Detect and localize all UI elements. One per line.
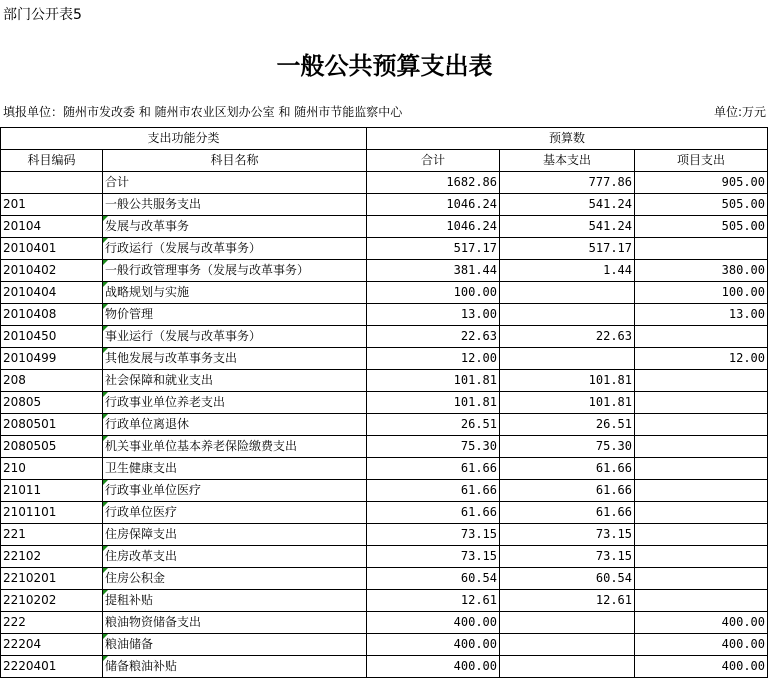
- cell-comment-marker-icon: [103, 326, 108, 331]
- row-code: 208: [1, 370, 103, 392]
- table-row: [1, 238, 768, 260]
- row-code: 2220401: [1, 656, 103, 678]
- row-basic: [500, 282, 635, 304]
- row-code: 2101101: [1, 502, 103, 524]
- row-total: 381.44: [367, 260, 500, 282]
- table-row: [1, 656, 768, 678]
- table-row: [1, 612, 768, 634]
- row-name: 事业运行（发展与改革事务）: [105, 329, 262, 343]
- cell-comment-marker-icon: [103, 502, 108, 507]
- row-basic: 61.66: [500, 480, 635, 502]
- table-row: [1, 634, 768, 656]
- row-name-cell: [103, 414, 367, 436]
- row-code: 201: [1, 194, 103, 216]
- row-code: 210: [1, 458, 103, 480]
- row-basic: 60.54: [500, 568, 635, 590]
- row-basic: 73.15: [500, 546, 635, 568]
- table-row: [1, 436, 768, 458]
- row-name: 社会保障和就业支出: [105, 373, 214, 387]
- table-row: [1, 590, 768, 612]
- filing-unit: 填报单位：随州市发改委 和 随州市农业区划办公室 和 随州市节能监察中心: [3, 105, 403, 119]
- row-code: 21011: [1, 480, 103, 502]
- cell-comment-marker-icon: [103, 634, 108, 639]
- page-title: 一般公共预算支出表: [276, 51, 493, 80]
- row-total: 101.81: [367, 370, 500, 392]
- row-project: 505.00: [635, 216, 768, 238]
- row-project: [635, 590, 768, 612]
- row-total: 400.00: [367, 634, 500, 656]
- row-project: [635, 502, 768, 524]
- row-project: 13.00: [635, 304, 768, 326]
- row-name-cell: [103, 216, 367, 238]
- row-total: 60.54: [367, 568, 500, 590]
- row-code: 221: [1, 524, 103, 546]
- row-basic: 73.15: [500, 524, 635, 546]
- row-project: [635, 480, 768, 502]
- row-name-cell: [103, 436, 367, 458]
- row-name-cell: [103, 172, 367, 194]
- row-total: 517.17: [367, 238, 500, 260]
- table-row: [1, 568, 768, 590]
- header-basic: 基本支出: [500, 150, 635, 172]
- row-total: 12.61: [367, 590, 500, 612]
- row-code: 20104: [1, 216, 103, 238]
- row-total: 101.81: [367, 392, 500, 414]
- row-project: 905.00: [635, 172, 768, 194]
- table-row: [1, 524, 768, 546]
- row-total: 1046.24: [367, 216, 500, 238]
- row-code: 2010402: [1, 260, 103, 282]
- cell-comment-marker-icon: [103, 260, 108, 265]
- row-name: 合计: [105, 175, 130, 189]
- row-project: 100.00: [635, 282, 768, 304]
- row-name: 卫生健康支出: [105, 461, 178, 475]
- row-name: 行政事业单位医疗: [105, 483, 202, 497]
- row-basic: [500, 656, 635, 678]
- row-code: 2210201: [1, 568, 103, 590]
- row-basic: 101.81: [500, 392, 635, 414]
- row-basic: [500, 612, 635, 634]
- row-name-cell: [103, 260, 367, 282]
- row-basic: 61.66: [500, 458, 635, 480]
- row-name-cell: [103, 282, 367, 304]
- row-code: 20805: [1, 392, 103, 414]
- row-name: 一般行政管理事务（发展与改革事务）: [105, 263, 310, 277]
- row-total: 13.00: [367, 304, 500, 326]
- table-row: [1, 370, 768, 392]
- row-code: 2010450: [1, 326, 103, 348]
- cell-comment-marker-icon: [103, 392, 108, 397]
- row-name: 机关事业单位基本养老保险缴费支出: [105, 439, 298, 453]
- row-project: [635, 326, 768, 348]
- cell-comment-marker-icon: [103, 216, 108, 221]
- row-name-cell: [103, 480, 367, 502]
- row-total: 26.51: [367, 414, 500, 436]
- row-name: 粮油储备: [105, 637, 154, 651]
- row-total: 73.15: [367, 546, 500, 568]
- table-row: [1, 502, 768, 524]
- budget-table: [0, 127, 768, 678]
- header-budget: 预算数: [367, 128, 768, 150]
- row-total: 61.66: [367, 458, 500, 480]
- row-name-cell: [103, 568, 367, 590]
- row-code: [1, 172, 103, 194]
- row-project: [635, 458, 768, 480]
- row-name: 行政单位医疗: [105, 505, 178, 519]
- row-basic: 101.81: [500, 370, 635, 392]
- row-project: [635, 436, 768, 458]
- table-row: [1, 326, 768, 348]
- table-row: [1, 216, 768, 238]
- row-basic: 12.61: [500, 590, 635, 612]
- cell-comment-marker-icon: [103, 590, 108, 595]
- header-row-1: [1, 128, 768, 150]
- table-row: [1, 546, 768, 568]
- row-name-cell: [103, 524, 367, 546]
- header-code: 科目编码: [1, 150, 103, 172]
- sheet-label: 部门公开表5: [3, 7, 82, 23]
- row-name: 住房改革支出: [105, 549, 178, 563]
- row-name: 住房公积金: [105, 571, 166, 585]
- row-project: [635, 414, 768, 436]
- row-name-cell: [103, 326, 367, 348]
- table-row: [1, 414, 768, 436]
- row-project: 12.00: [635, 348, 768, 370]
- cell-comment-marker-icon: [103, 414, 108, 419]
- row-total: 73.15: [367, 524, 500, 546]
- header-project: 项目支出: [635, 150, 768, 172]
- table-row: [1, 480, 768, 502]
- row-code: 22204: [1, 634, 103, 656]
- row-project: 400.00: [635, 612, 768, 634]
- header-function-class: 支出功能分类: [1, 128, 367, 150]
- row-basic: 61.66: [500, 502, 635, 524]
- row-name: 行政单位离退休: [105, 417, 190, 431]
- row-basic: 541.24: [500, 216, 635, 238]
- table-row: [1, 172, 768, 194]
- table-row: [1, 348, 768, 370]
- row-basic: [500, 348, 635, 370]
- row-total: 400.00: [367, 656, 500, 678]
- header-row-2: [1, 150, 768, 172]
- cell-comment-marker-icon: [103, 238, 108, 243]
- table-row: [1, 392, 768, 414]
- cell-comment-marker-icon: [103, 436, 108, 441]
- row-basic: 777.86: [500, 172, 635, 194]
- row-name: 一般公共服务支出: [105, 197, 202, 211]
- table-row: [1, 458, 768, 480]
- row-project: [635, 568, 768, 590]
- row-code: 2080501: [1, 414, 103, 436]
- row-code: 2010499: [1, 348, 103, 370]
- row-total: 1046.24: [367, 194, 500, 216]
- row-total: 61.66: [367, 480, 500, 502]
- cell-comment-marker-icon: [103, 304, 108, 309]
- row-code: 222: [1, 612, 103, 634]
- row-code: 22102: [1, 546, 103, 568]
- row-basic: [500, 304, 635, 326]
- cell-comment-marker-icon: [103, 656, 108, 661]
- row-name-cell: [103, 194, 367, 216]
- table-row: [1, 260, 768, 282]
- row-name-cell: [103, 612, 367, 634]
- cell-comment-marker-icon: [103, 480, 108, 485]
- cell-comment-marker-icon: [103, 282, 108, 287]
- row-name: 行政运行（发展与改革事务）: [105, 241, 262, 255]
- row-total: 400.00: [367, 612, 500, 634]
- cell-comment-marker-icon: [103, 348, 108, 353]
- header-total: 合计: [367, 150, 500, 172]
- row-name: 其他发展与改革事务支出: [105, 351, 238, 365]
- row-name-cell: [103, 348, 367, 370]
- row-name-cell: [103, 370, 367, 392]
- row-basic: 541.24: [500, 194, 635, 216]
- row-project: 380.00: [635, 260, 768, 282]
- row-project: 400.00: [635, 634, 768, 656]
- row-name-cell: [103, 458, 367, 480]
- row-project: 400.00: [635, 656, 768, 678]
- row-total: 22.63: [367, 326, 500, 348]
- row-project: [635, 524, 768, 546]
- cell-comment-marker-icon: [103, 568, 108, 573]
- row-name-cell: [103, 304, 367, 326]
- row-name: 提租补贴: [105, 593, 154, 607]
- row-basic: 26.51: [500, 414, 635, 436]
- table-row: [1, 304, 768, 326]
- row-name: 战略规划与实施: [105, 285, 190, 299]
- row-project: 505.00: [635, 194, 768, 216]
- row-code: 2010401: [1, 238, 103, 260]
- row-code: 2210202: [1, 590, 103, 612]
- row-total: 12.00: [367, 348, 500, 370]
- row-basic: 22.63: [500, 326, 635, 348]
- row-name-cell: [103, 238, 367, 260]
- row-name: 粮油物资储备支出: [105, 615, 202, 629]
- row-code: 2010404: [1, 282, 103, 304]
- row-name: 住房保障支出: [105, 527, 178, 541]
- row-name: 物价管理: [105, 307, 154, 321]
- row-total: 61.66: [367, 502, 500, 524]
- row-name-cell: [103, 656, 367, 678]
- row-name-cell: [103, 590, 367, 612]
- row-name-cell: [103, 392, 367, 414]
- row-total: 75.30: [367, 436, 500, 458]
- cell-comment-marker-icon: [103, 546, 108, 551]
- row-name: 发展与改革事务: [105, 219, 190, 233]
- row-name-cell: [103, 502, 367, 524]
- row-code: 2010408: [1, 304, 103, 326]
- row-code: 2080505: [1, 436, 103, 458]
- row-total: 1682.86: [367, 172, 500, 194]
- row-basic: 1.44: [500, 260, 635, 282]
- table-row: [1, 194, 768, 216]
- row-basic: 517.17: [500, 238, 635, 260]
- row-basic: 75.30: [500, 436, 635, 458]
- row-name: 储备粮油补贴: [105, 659, 178, 673]
- row-basic: [500, 634, 635, 656]
- currency-unit: 单位:万元: [713, 105, 766, 119]
- row-project: [635, 392, 768, 414]
- row-name: 行政事业单位养老支出: [105, 395, 226, 409]
- table-row: [1, 282, 768, 304]
- filing-info: [3, 104, 766, 120]
- row-name-cell: [103, 546, 367, 568]
- header-name: 科目名称: [103, 150, 367, 172]
- row-total: 100.00: [367, 282, 500, 304]
- row-project: [635, 370, 768, 392]
- row-name-cell: [103, 634, 367, 656]
- row-project: [635, 546, 768, 568]
- row-project: [635, 238, 768, 260]
